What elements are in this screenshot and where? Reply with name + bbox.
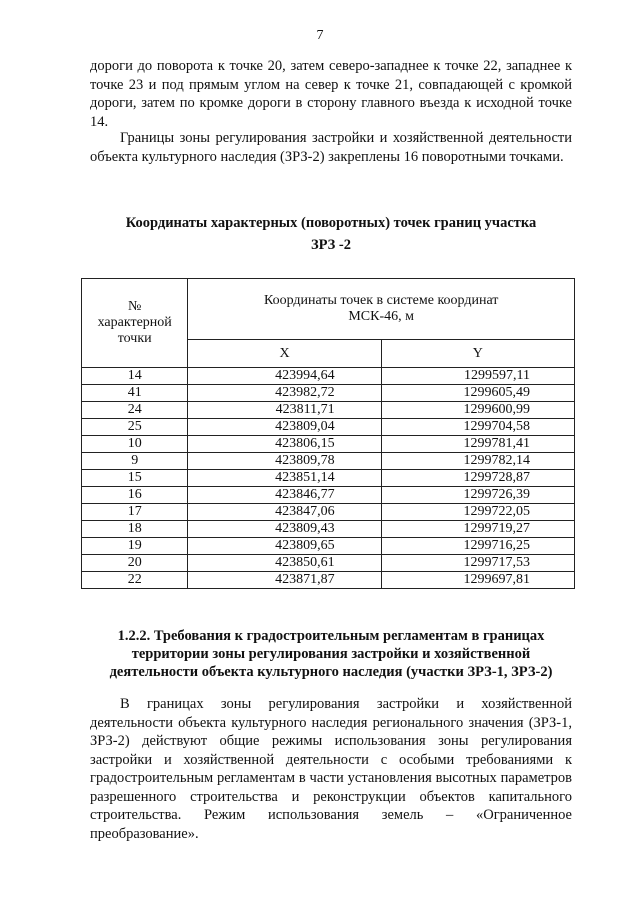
point-number-cell: 20 xyxy=(82,555,188,572)
table-row xyxy=(82,504,575,521)
x-coordinate-cell: 423809,04 xyxy=(188,419,381,436)
x-column-header: X xyxy=(188,340,381,368)
section-heading-1-2-2 xyxy=(90,627,572,681)
table-row xyxy=(82,470,575,487)
y-coordinate-cell: 1299722,05 xyxy=(381,504,574,521)
paragraph-zrz2-points: Границы зоны регулирования застройки и хозяйственной деятельности объекта культурного наследия (ЗРЗ-2) закреплены 16 поворотными точками. xyxy=(90,130,572,165)
y-coordinate-cell: 1299781,41 xyxy=(381,436,574,453)
table-row xyxy=(82,555,575,572)
table-heading xyxy=(90,212,572,256)
table-row xyxy=(82,368,575,385)
table-row xyxy=(82,402,575,419)
table-row xyxy=(82,521,575,538)
y-coordinate-cell: 1299719,27 xyxy=(381,521,574,538)
point-number-cell: 10 xyxy=(82,436,188,453)
coordinate-system-header-line: Координаты точек в системе координат xyxy=(263,293,499,308)
point-number-cell: 15 xyxy=(82,470,188,487)
table-row xyxy=(82,538,575,555)
point-number-cell: 19 xyxy=(82,538,188,555)
x-coordinate-cell: 423809,65 xyxy=(188,538,381,555)
y-coordinate-cell: 1299704,58 xyxy=(381,419,574,436)
point-number-header-line: характерной xyxy=(97,315,172,330)
x-coordinate-cell: 423994,64 xyxy=(188,368,381,385)
point-number-cell: 22 xyxy=(82,572,188,589)
x-coordinate-cell: 423806,15 xyxy=(188,436,381,453)
x-coordinate-cell: 423851,14 xyxy=(188,470,381,487)
y-coordinate-cell: 1299717,53 xyxy=(381,555,574,572)
table-row xyxy=(82,572,575,589)
table-row xyxy=(82,436,575,453)
x-coordinate-cell: 423809,43 xyxy=(188,521,381,538)
point-number-cell: 9 xyxy=(82,453,188,470)
section-heading-line-1: 1.2.2. Требования к градостроительным регламентам в границах xyxy=(117,628,545,644)
x-coordinate-cell: 423850,61 xyxy=(188,555,381,572)
coordinates-table-body xyxy=(82,368,575,589)
paragraph-boundary-description: дороги до поворота к точке 20, затем северо-западнее к точке 22, западнее к точке 23 и под прямым углом на север к точке 21, совпадающей с кромкой дороги, затем по кромке дороги в сторону главного въезда к исходной точке 14. xyxy=(90,58,572,130)
y-coordinate-cell: 1299728,87 xyxy=(381,470,574,487)
y-coordinate-cell: 1299600,99 xyxy=(381,402,574,419)
y-coordinate-cell: 1299605,49 xyxy=(381,385,574,402)
y-coordinate-cell: 1299716,25 xyxy=(381,538,574,555)
point-number-cell: 41 xyxy=(82,385,188,402)
coordinate-system-header xyxy=(188,279,575,340)
y-coordinate-cell: 1299782,14 xyxy=(381,453,574,470)
y-column-header: Y xyxy=(381,340,574,368)
y-coordinate-cell: 1299726,39 xyxy=(381,487,574,504)
coordinate-system-header-line: МСК-46, м xyxy=(348,309,415,324)
point-number-cell: 24 xyxy=(82,402,188,419)
point-number-header xyxy=(82,279,188,368)
point-number-cell: 16 xyxy=(82,487,188,504)
y-coordinate-cell: 1299697,81 xyxy=(381,572,574,589)
point-number-cell: 14 xyxy=(82,368,188,385)
table-row xyxy=(82,385,575,402)
point-number-header-line: № xyxy=(128,299,142,314)
coordinates-table xyxy=(81,278,575,589)
section-heading-line-3: деятельности объекта культурного наследия (участки ЗРЗ-1, ЗРЗ-2) xyxy=(109,664,553,680)
table-row xyxy=(82,419,575,436)
point-number-cell: 25 xyxy=(82,419,188,436)
section-heading-line-2: территории зоны регулирования застройки и хозяйственной xyxy=(131,646,531,662)
x-coordinate-cell: 423847,06 xyxy=(188,504,381,521)
point-number-cell: 17 xyxy=(82,504,188,521)
x-coordinate-cell: 423811,71 xyxy=(188,402,381,419)
page-number: 7 xyxy=(316,28,324,43)
table-heading-line-1: Координаты характерных (поворотных) точек границ участка xyxy=(125,215,537,231)
table-row xyxy=(82,487,575,504)
x-coordinate-cell: 423982,72 xyxy=(188,385,381,402)
x-coordinate-cell: 423809,78 xyxy=(188,453,381,470)
table-heading-line-2: ЗРЗ -2 xyxy=(310,237,352,253)
point-number-cell: 18 xyxy=(82,521,188,538)
y-coordinate-cell: 1299597,11 xyxy=(381,368,574,385)
x-coordinate-cell: 423846,77 xyxy=(188,487,381,504)
table-row xyxy=(82,453,575,470)
x-coordinate-cell: 423871,87 xyxy=(188,572,381,589)
paragraph-regulations: В границах зоны регулирования застройки и хозяйственной деятельности объекта культурного наследия регионального значения (ЗРЗ-1, ЗРЗ-2) действуют общие режимы использования зоны регулирования застройки и хозяйственной деятельности с особыми требованиями к градостроительным регламентам в части установления высотных параметров разрешенного строительства и реконструкции объектов капитального строительства. Режим использования земель – «Ограниченное преобразование». xyxy=(90,696,572,842)
point-number-header-line: точки xyxy=(117,331,152,346)
